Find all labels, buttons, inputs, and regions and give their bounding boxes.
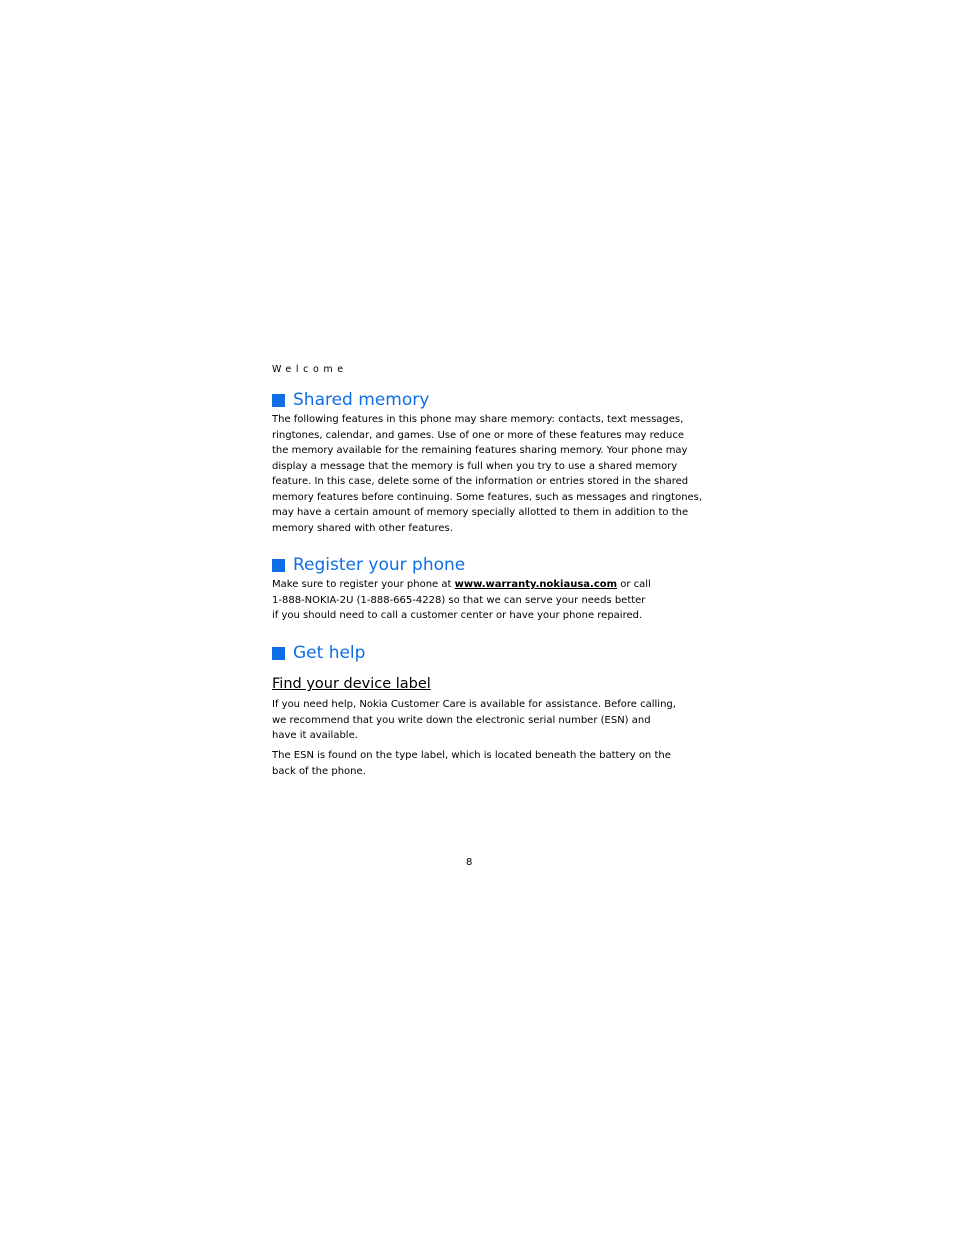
- shared-memory-paragraph: [272, 412, 703, 536]
- text-fragment: or call: [617, 579, 651, 590]
- text-line: may have a certain amount of memory specially allotted to them in addition to the: [272, 507, 689, 518]
- page-number: 8: [466, 857, 473, 868]
- text-fragment: Make sure to register your phone at: [272, 579, 455, 590]
- square-bullet-icon: [272, 394, 285, 407]
- section-heading-shared-memory: [272, 389, 429, 411]
- text-line: feature. In this case, delete some of the information or entries stored in the shared: [272, 476, 689, 487]
- manual-page: [272, 0, 703, 1235]
- text-line: The following features in this phone may share memory: contacts, text messages,: [272, 414, 684, 425]
- text-line: if you should need to call a customer center or have your phone repaired.: [272, 610, 643, 621]
- square-bullet-icon: [272, 647, 285, 660]
- subheading-find-device-label: Find your device label: [272, 676, 431, 692]
- text-line: display a message that the memory is full when you try to use a shared memory: [272, 460, 678, 472]
- square-bullet-icon: [272, 559, 285, 572]
- warranty-link[interactable]: www.warranty.nokiausa.com: [454, 579, 618, 590]
- text-line: have it available.: [272, 730, 358, 741]
- text-line: The ESN is found on the type label, which is located beneath the battery on the: [272, 750, 671, 761]
- section-title: Get help: [293, 643, 366, 663]
- section-heading-get-help: [272, 642, 365, 664]
- text-line: memory shared with other features.: [272, 522, 453, 534]
- text-line: back of the phone.: [272, 765, 366, 777]
- text-line: If you need help, Nokia Customer Care is available for assistance. Before calling,: [272, 699, 676, 710]
- running-header: Welcome: [272, 364, 348, 375]
- section-heading-register-phone: [272, 554, 465, 576]
- text-line: the memory available for the remaining features sharing memory. Your phone may: [272, 445, 688, 456]
- text-line: ringtones, calendar, and games. Use of one or more of these features may reduce: [272, 429, 685, 441]
- section-title: Register your phone: [293, 555, 466, 575]
- register-phone-paragraph: [272, 577, 672, 624]
- get-help-paragraph-2: [272, 748, 672, 779]
- text-line: we recommend that you write down the electronic serial number (ESN) and: [272, 714, 651, 726]
- text-line: 1-888-NOKIA-2U (1-888-665-4228) so that we can serve your needs better: [272, 594, 646, 606]
- section-title: Shared memory: [293, 390, 430, 410]
- get-help-paragraph-1: [272, 697, 676, 744]
- text-line: [272, 577, 672, 593]
- text-line: memory features before continuing. Some features, such as messages and ringtones,: [272, 491, 703, 503]
